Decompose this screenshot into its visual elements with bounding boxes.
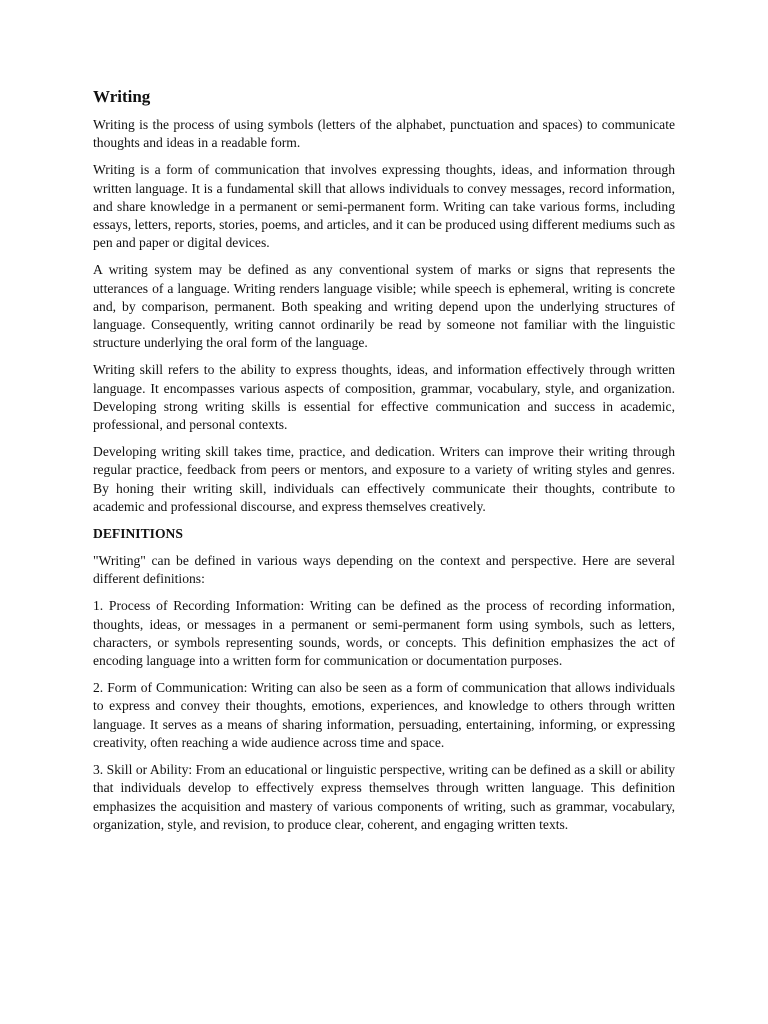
intro-paragraph-4: Writing skill refers to the ability to express thoughts, ideas, and information effectively through written language. It encompasses various aspects of composition, grammar, vocabulary, style, and organization. Developing strong writing skills is essential for effective communication and success in academic, professional, and personal contexts. [93,362,675,433]
intro-paragraph-5: Developing writing skill takes time, practice, and dedication. Writers can improve their writing through regular practice, feedback from peers or mentors, and exposure to a variety of writing styles and genres. By honing their writing skill, individuals can effectively communicate their thoughts, contribute to academic and professional discourse, and express themselves creatively. [93,444,675,514]
document-page [93,86,675,843]
intro-paragraph-2: Writing is a form of communication that involves expressing thoughts, ideas, and information through written language. It is a fundamental skill that allows individuals to convey messages, record information, and share knowledge in a permanent or semi-permanent form. Writing can take various forms, including essays, letters, reports, stories, poems, and articles, and it can be produced using different mediums such as pen and paper or digital devices. [93,162,675,251]
definition-item-1: 1. Process of Recording Information: Writing can be defined as the process of recording information, thoughts, ideas, or messages in a permanent or semi-permanent form using symbols, such as letters, characters, or symbols representing sounds, words, or concepts. This definition emphasizes the act of encoding language into a written form for communication or documentation purposes. [93,598,675,669]
definition-item-3: 3. Skill or Ability: From an educational or linguistic perspective, writing can be defined as a skill or ability that individuals develop to effectively express themselves through written language. This definition emphasizes the acquisition and mastery of various components of writing, such as grammar, vocabulary, organization, style, and revision, to produce clear, coherent, and engaging written texts. [93,762,675,832]
intro-paragraph-1: Writing is the process of using symbols (letters of the alphabet, punctuation and spaces) to communicate thoughts and ideas in a readable form. [93,117,675,151]
document-title: Writing [93,87,151,106]
definitions-intro-paragraph: "Writing" can be defined in various ways depending on the context and perspective. Here are several different definitions: [93,553,675,587]
intro-paragraph-3: A writing system may be defined as any conventional system of marks or signs that represents the utterances of a language. Writing renders language visible; while speech is ephemeral, writing is concrete and, by comparison, permanent. Both speaking and writing depend upon the underlying structures of language. Consequently, writing cannot ordinarily be read by someone not familiar with the linguistic structure underlying the oral form of the language. [93,262,675,351]
definition-item-2: 2. Form of Communication: Writing can also be seen as a form of communication that allows individuals to express and convey their thoughts, emotions, experiences, and knowledge to others through written language. It serves as a means of sharing information, persuading, entertaining, informing, or expressing creativity, often reaching a wide audience across time and space. [93,680,675,750]
definitions-heading: DEFINITIONS [93,526,183,542]
